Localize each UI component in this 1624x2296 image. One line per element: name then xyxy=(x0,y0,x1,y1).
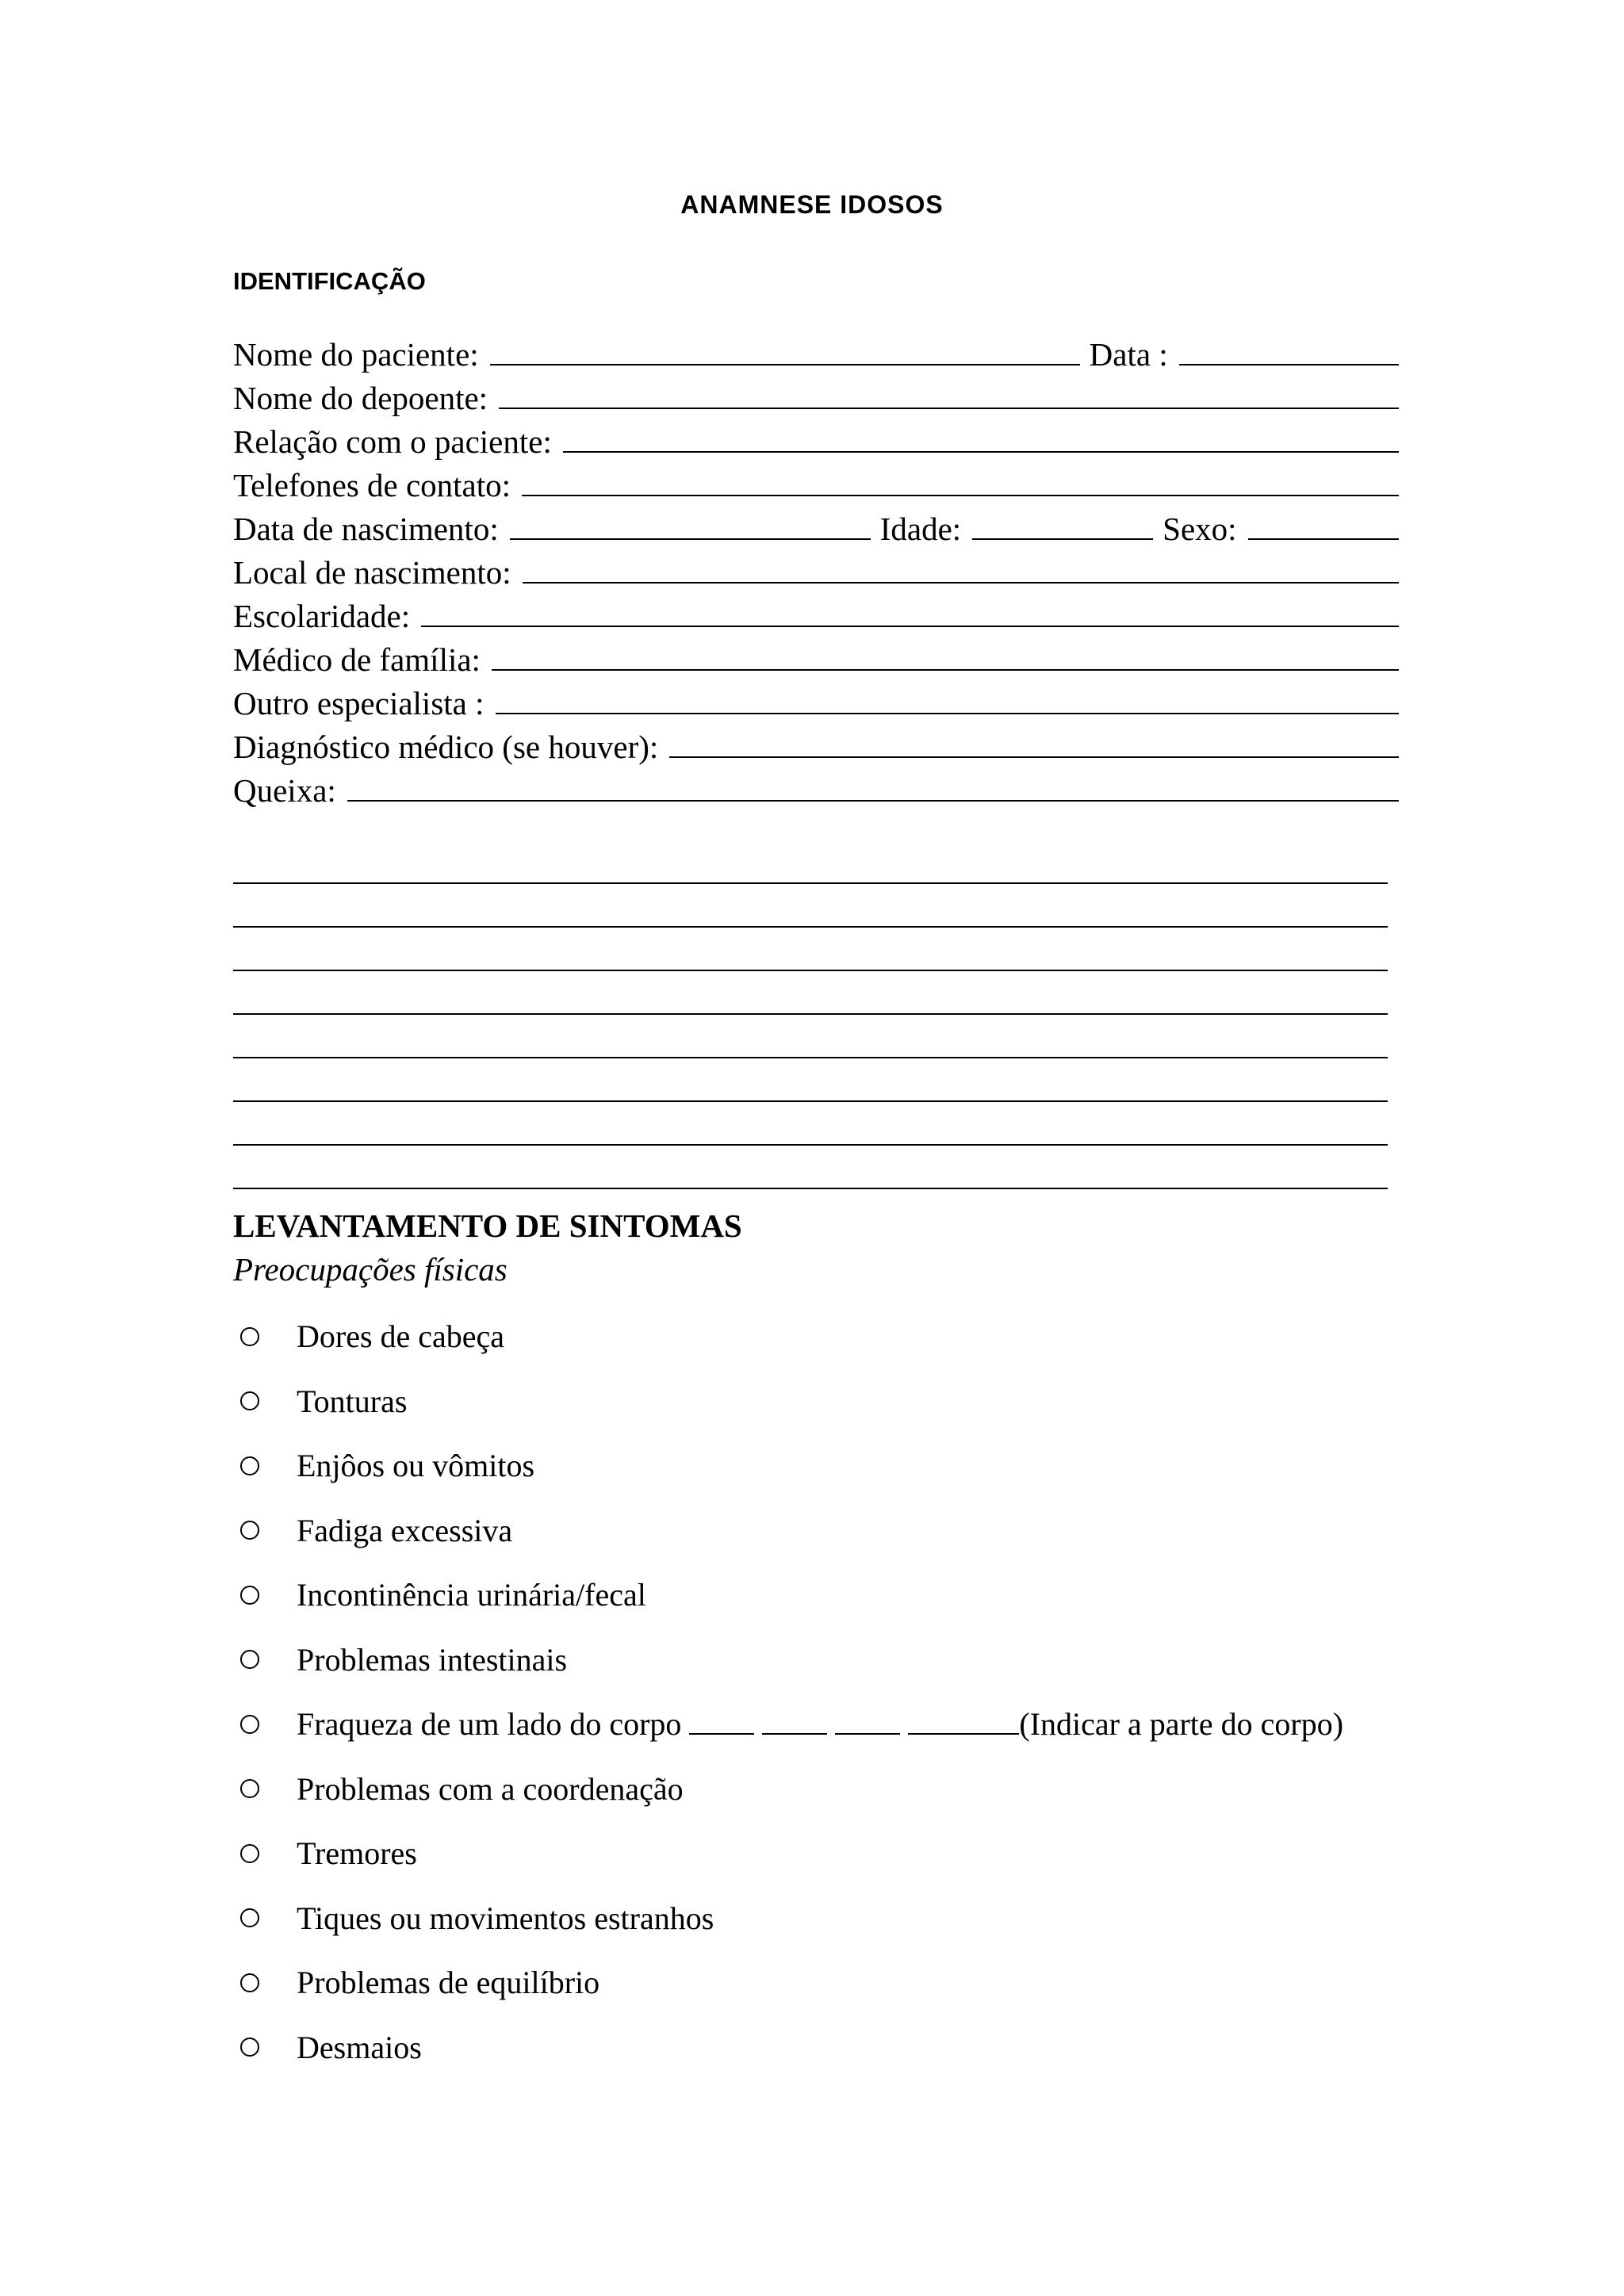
checkbox-circle-icon[interactable] xyxy=(240,1844,259,1863)
birth-date-field[interactable] xyxy=(510,513,871,540)
row-diagnosis xyxy=(233,725,1399,769)
symptom-label: Tonturas xyxy=(297,1383,408,1419)
other-specialist-label: Outro especialista : xyxy=(233,685,485,721)
relation-label: Relação com o paciente: xyxy=(233,423,552,460)
complaint-line[interactable] xyxy=(233,1058,1388,1102)
patient-name-label: Nome do paciente: xyxy=(233,336,479,373)
symptom-label: Problemas intestinais xyxy=(297,1641,568,1678)
row-relation xyxy=(233,420,1399,464)
list-item xyxy=(233,1498,1423,1563)
symptom-label: Enjôos ou vômitos xyxy=(297,1448,535,1484)
row-education xyxy=(233,595,1399,638)
row-other-specialist xyxy=(233,682,1399,725)
symptoms-heading: LEVANTAMENTO DE SINTOMAS xyxy=(233,1207,742,1244)
symptom-label: Tremores xyxy=(297,1835,417,1872)
body-part-field[interactable] xyxy=(835,1708,900,1735)
checkbox-circle-icon[interactable] xyxy=(240,1908,259,1927)
symptom-label: Fraqueza de um lado do corpo xyxy=(297,1706,682,1743)
birth-place-field[interactable] xyxy=(523,557,1399,584)
checkbox-circle-icon[interactable] xyxy=(240,1650,259,1669)
list-item xyxy=(233,1692,1423,1757)
sex-label: Sexo: xyxy=(1162,511,1237,547)
complaint-line[interactable] xyxy=(233,928,1388,971)
deponent-name-label: Nome do depoente: xyxy=(233,380,488,416)
date-label: Data : xyxy=(1089,336,1168,373)
sex-field[interactable] xyxy=(1248,513,1399,540)
checkbox-circle-icon[interactable] xyxy=(240,2038,259,2057)
body-part-field[interactable] xyxy=(908,1708,1019,1735)
complaint-line[interactable] xyxy=(233,884,1388,928)
checkbox-circle-icon[interactable] xyxy=(240,1521,259,1540)
body-part-field[interactable] xyxy=(689,1708,754,1735)
checkbox-circle-icon[interactable] xyxy=(240,1327,259,1346)
other-specialist-field[interactable] xyxy=(496,687,1399,714)
row-deponent-name xyxy=(233,377,1399,420)
row-birth-place xyxy=(233,551,1399,595)
list-item xyxy=(233,1821,1423,1886)
list-item xyxy=(233,1886,1423,1951)
list-item xyxy=(233,1950,1423,2015)
checkbox-circle-icon[interactable] xyxy=(240,1586,259,1605)
row-complaint xyxy=(233,769,1399,813)
symptom-label: Fadiga excessiva xyxy=(297,1512,513,1548)
diagnosis-label: Diagnóstico médico (se houver): xyxy=(233,729,659,765)
checkbox-circle-icon[interactable] xyxy=(240,1779,259,1798)
education-label: Escolaridade: xyxy=(233,598,411,634)
list-item xyxy=(233,1369,1423,1434)
symptom-label: Tiques ou movimentos estranhos xyxy=(297,1900,714,1936)
list-item xyxy=(233,2015,1423,2080)
symptom-label: Incontinência urinária/fecal xyxy=(297,1577,646,1613)
diagnosis-field[interactable] xyxy=(669,731,1399,758)
education-field[interactable] xyxy=(421,600,1399,627)
row-phones xyxy=(233,464,1399,507)
phones-field[interactable] xyxy=(522,469,1399,496)
symptom-label: Problemas com a coordenação xyxy=(297,1770,684,1807)
row-birth-date xyxy=(233,507,1399,551)
complaint-line[interactable] xyxy=(233,1015,1388,1058)
identification-fields xyxy=(233,333,1399,813)
complaint-line[interactable] xyxy=(233,840,1388,884)
complaint-line[interactable] xyxy=(233,971,1388,1015)
phones-label: Telefones de contato: xyxy=(233,467,511,503)
relation-field[interactable] xyxy=(563,426,1399,453)
complaint-line[interactable] xyxy=(233,1146,1388,1189)
birth-date-label: Data de nascimento: xyxy=(233,511,499,547)
list-item xyxy=(233,1628,1423,1693)
body-part-field[interactable] xyxy=(762,1708,827,1735)
complaint-field[interactable] xyxy=(347,775,1399,802)
list-item xyxy=(233,1563,1423,1628)
birth-place-label: Local de nascimento: xyxy=(233,554,511,591)
symptoms-subheading: Preocupações físicas xyxy=(233,1251,508,1288)
checkbox-circle-icon[interactable] xyxy=(240,1715,259,1734)
symptom-label: Problemas de equilíbrio xyxy=(297,1965,600,2001)
checkbox-circle-icon[interactable] xyxy=(240,1391,259,1410)
body-part-hint: (Indicar a parte do corpo) xyxy=(1019,1706,1344,1743)
family-doctor-label: Médico de família: xyxy=(233,641,481,678)
symptom-label: Desmaios xyxy=(297,2029,422,2065)
deponent-name-field[interactable] xyxy=(499,382,1399,409)
checkbox-circle-icon[interactable] xyxy=(240,1973,259,1992)
checkbox-circle-icon[interactable] xyxy=(240,1456,259,1475)
weakness-row xyxy=(297,1705,1343,1743)
complaint-continuation-lines xyxy=(233,840,1388,1189)
list-item xyxy=(233,1433,1423,1498)
complaint-label: Queixa: xyxy=(233,772,336,809)
complaint-line[interactable] xyxy=(233,1102,1388,1146)
family-doctor-field[interactable] xyxy=(492,644,1399,671)
section-identification-label: IDENTIFICAÇÃO xyxy=(233,267,426,295)
age-field[interactable] xyxy=(972,513,1153,540)
row-patient-name xyxy=(233,333,1399,377)
patient-name-field[interactable] xyxy=(490,339,1080,365)
symptom-label: Dores de cabeça xyxy=(297,1318,505,1355)
list-item xyxy=(233,1304,1423,1369)
date-field[interactable] xyxy=(1179,339,1399,365)
document-title: ANAMNESE IDOSOS xyxy=(680,190,944,219)
row-family-doctor xyxy=(233,638,1399,682)
symptoms-checklist xyxy=(233,1304,1423,2080)
list-item xyxy=(233,1757,1423,1822)
age-label: Idade: xyxy=(879,511,962,547)
